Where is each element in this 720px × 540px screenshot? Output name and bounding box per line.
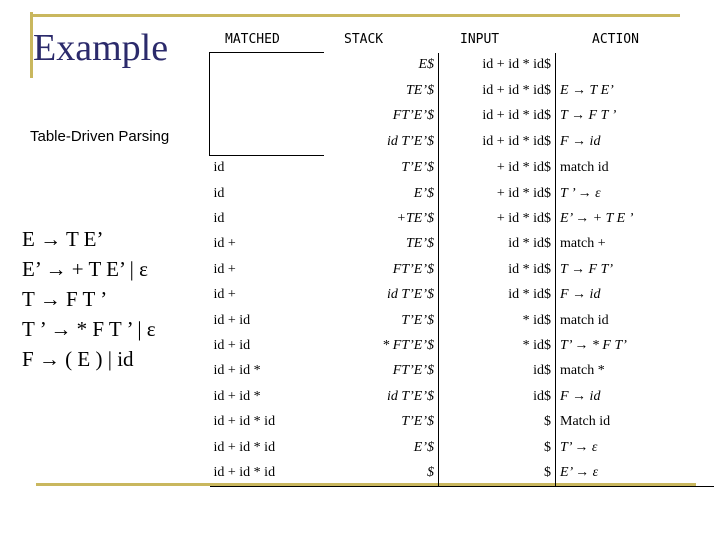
input-cell: * id$ bbox=[439, 333, 556, 358]
input-cell: id + id * id$ bbox=[439, 53, 556, 79]
input-cell: + id * id$ bbox=[439, 206, 556, 231]
matched-cell bbox=[210, 129, 325, 155]
stack-cell: T’E’$ bbox=[324, 409, 439, 434]
grammar-rule: T → F T ’ bbox=[22, 287, 108, 311]
table-row bbox=[210, 384, 715, 409]
table-row bbox=[210, 232, 715, 257]
action-cell: match + bbox=[560, 236, 606, 252]
input-cell: id * id$ bbox=[439, 257, 556, 282]
table-row bbox=[210, 283, 715, 308]
stack-cell: id T’E’$ bbox=[324, 384, 439, 409]
stack-cell: TE’$ bbox=[324, 232, 439, 257]
grammar-rule: E → T E’ bbox=[22, 227, 104, 251]
matched-cell: id + id * id bbox=[213, 414, 276, 430]
action-cell: F → id bbox=[560, 388, 601, 404]
stack-cell: FT’E’$ bbox=[324, 359, 439, 384]
stack-cell: FT’E’$ bbox=[324, 257, 439, 282]
stack-cell: +TE’$ bbox=[324, 206, 439, 231]
matched-cell: id bbox=[213, 211, 225, 227]
header-input: INPUT bbox=[460, 32, 500, 47]
matched-cell bbox=[210, 78, 325, 103]
stack-cell: FT’E’$ bbox=[324, 104, 439, 129]
table-row bbox=[210, 333, 715, 358]
matched-cell: id + bbox=[213, 261, 236, 277]
action-cell: E’ → ε bbox=[556, 460, 715, 486]
grammar-rule: E’ → + T E’ | ε bbox=[22, 257, 148, 281]
table-row bbox=[210, 206, 715, 231]
input-cell: $ bbox=[439, 435, 556, 460]
stack-cell: T’E’$ bbox=[324, 308, 439, 333]
input-cell: id$ bbox=[439, 384, 556, 409]
action-cell bbox=[556, 53, 715, 79]
input-cell: $ bbox=[439, 460, 556, 486]
input-cell: + id * id$ bbox=[439, 155, 556, 181]
input-cell: id$ bbox=[439, 359, 556, 384]
header-matched: MATCHED bbox=[225, 32, 280, 47]
input-cell: id + id * id$ bbox=[439, 129, 556, 155]
table-row bbox=[210, 435, 715, 460]
frame-top-rule bbox=[30, 14, 680, 17]
matched-cell: id + bbox=[213, 236, 236, 252]
parse-table bbox=[209, 52, 714, 487]
matched-cell bbox=[210, 104, 325, 129]
action-cell: T’ → ε bbox=[560, 439, 598, 455]
stack-cell: T’E’$ bbox=[324, 155, 439, 181]
stack-cell: E’$ bbox=[324, 435, 439, 460]
matched-cell: id + id * bbox=[213, 388, 261, 404]
parse-table-body bbox=[210, 53, 715, 487]
header-action: ACTION bbox=[592, 32, 639, 47]
action-cell: match * bbox=[560, 363, 605, 379]
action-cell: T’ → * F T’ bbox=[560, 337, 627, 353]
table-row bbox=[210, 359, 715, 384]
action-cell: F → id bbox=[560, 287, 601, 303]
table-row bbox=[210, 257, 715, 282]
grammar-rules bbox=[22, 224, 156, 374]
slide-title: Example bbox=[33, 27, 169, 69]
matched-cell: id + id bbox=[213, 312, 251, 328]
input-cell: id * id$ bbox=[439, 232, 556, 257]
matched-cell: id + id * id bbox=[213, 439, 276, 455]
action-cell: F → id bbox=[560, 134, 601, 150]
input-cell: * id$ bbox=[439, 308, 556, 333]
matched-cell: id bbox=[213, 185, 225, 201]
table-row bbox=[210, 78, 715, 103]
matched-cell: id + bbox=[213, 287, 236, 303]
matched-cell: id + id * bbox=[213, 363, 261, 379]
stack-cell: $ bbox=[324, 460, 439, 486]
matched-cell: id + id * id bbox=[210, 460, 325, 486]
matched-cell bbox=[210, 53, 325, 79]
table-row bbox=[210, 155, 715, 181]
matched-cell: id bbox=[213, 160, 225, 176]
table-row bbox=[210, 53, 715, 79]
table-row bbox=[210, 181, 715, 206]
input-cell: id * id$ bbox=[439, 283, 556, 308]
grammar-rule: F → ( E ) | id bbox=[22, 347, 134, 371]
input-cell: + id * id$ bbox=[439, 181, 556, 206]
table-row bbox=[210, 460, 715, 486]
grammar-rule: T ’ → * F T ’ | ε bbox=[22, 317, 156, 341]
table-row bbox=[210, 308, 715, 333]
input-cell: id + id * id$ bbox=[439, 104, 556, 129]
stack-cell: * FT’E’$ bbox=[324, 333, 439, 358]
input-cell: id + id * id$ bbox=[439, 78, 556, 103]
action-cell: T → F T’ bbox=[560, 261, 614, 277]
action-cell: E → T E’ bbox=[560, 83, 614, 99]
action-cell: Match id bbox=[560, 414, 611, 430]
action-cell: T ’ → ε bbox=[560, 185, 601, 201]
stack-cell: TE’$ bbox=[324, 78, 439, 103]
header-stack: STACK bbox=[344, 32, 384, 47]
stack-cell: id T’E’$ bbox=[324, 283, 439, 308]
table-row bbox=[210, 129, 715, 155]
slide-subtitle: Table-Driven Parsing bbox=[30, 128, 170, 145]
table-row bbox=[210, 409, 715, 434]
action-cell: E’ → + T E ’ bbox=[560, 211, 634, 227]
stack-cell: E’$ bbox=[324, 181, 439, 206]
table-row bbox=[210, 104, 715, 129]
input-cell: $ bbox=[439, 409, 556, 434]
stack-cell: id T’E’$ bbox=[324, 129, 439, 155]
action-cell: T → F T ’ bbox=[560, 108, 617, 124]
stack-cell: E$ bbox=[324, 53, 439, 79]
matched-cell: id + id bbox=[213, 337, 251, 353]
action-cell: match id bbox=[560, 312, 609, 328]
action-cell: match id bbox=[560, 160, 609, 175]
